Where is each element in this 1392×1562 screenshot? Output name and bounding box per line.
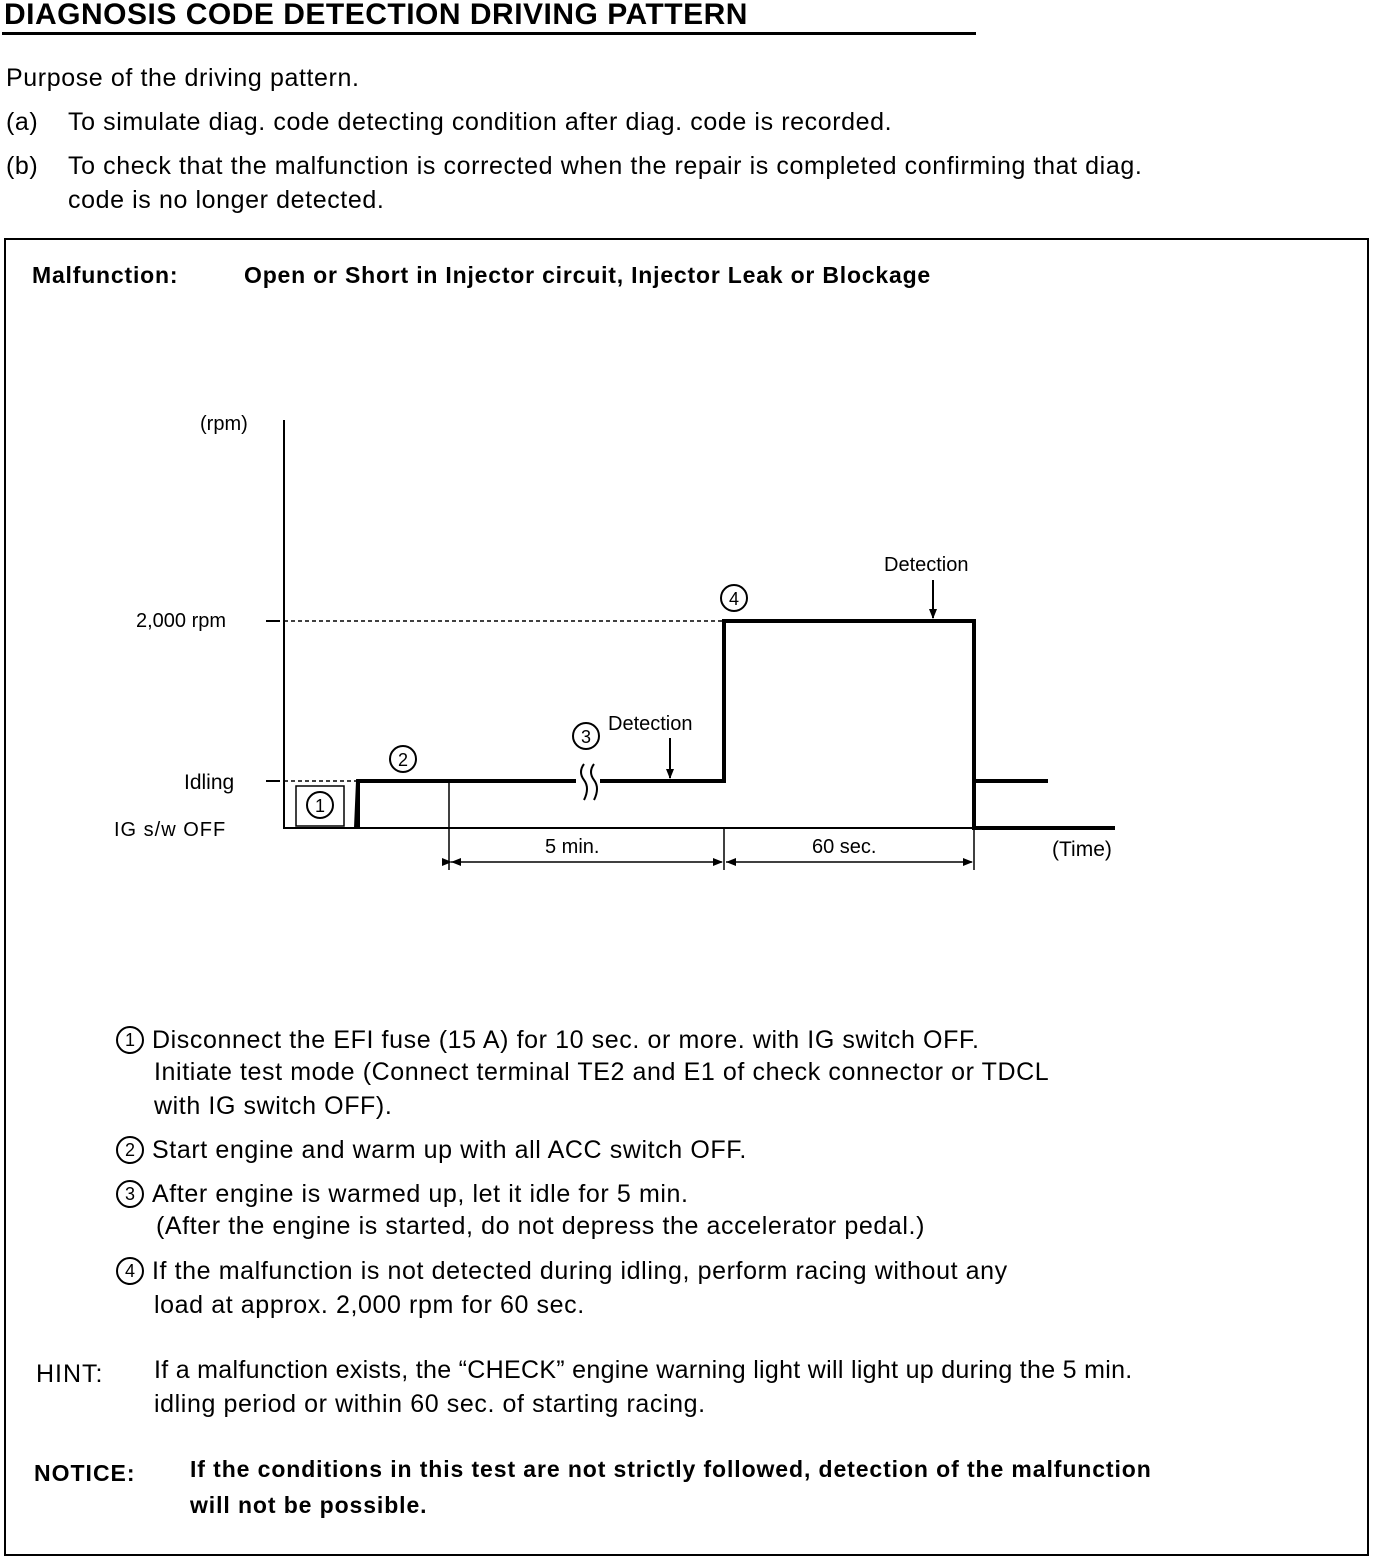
- item-b-text: To check that the malfunction is corrected when the repair is completed confirming that diag.: [68, 152, 1143, 180]
- page-title: DIAGNOSIS CODE DETECTION DRIVING PATTERN: [4, 0, 748, 31]
- level-idling-label: Idling: [184, 771, 235, 794]
- detection-label-idle: Detection: [608, 713, 693, 735]
- step-3: [116, 1180, 689, 1209]
- malfunction-text: Open or Short in Injector circuit, Injector Leak or Blockage: [244, 262, 932, 288]
- break-symbol-left: [581, 764, 587, 800]
- notice-label: NOTICE:: [34, 1460, 136, 1486]
- step-2: [116, 1136, 747, 1165]
- level-off-label: IG s/w OFF: [114, 819, 227, 841]
- step-2-number: 2: [116, 1136, 144, 1164]
- item-b-text-cont: code is no longer detected.: [68, 186, 385, 214]
- y-unit-label: (rpm): [200, 413, 248, 435]
- malfunction-label: Malfunction:: [32, 262, 179, 288]
- x-unit-label: (Time): [1052, 838, 1112, 861]
- item-a-marker: (a): [6, 108, 39, 136]
- duration-5min-label: 5 min.: [545, 836, 600, 858]
- step-3-line-1: After engine is warmed up, let it idle for 5 min.: [152, 1180, 689, 1208]
- hint-label: HINT:: [36, 1360, 104, 1388]
- step-1-line-2: Initiate test mode (Connect terminal TE2 and E1 of check connector or TDCL: [154, 1058, 1050, 1086]
- step-2-line-1: Start engine and warm up with all ACC switch OFF.: [152, 1136, 747, 1164]
- break-symbol-right: [591, 764, 597, 800]
- trace-idle-a: [356, 781, 576, 828]
- svg-text:1: 1: [314, 796, 326, 816]
- step-1-line-3: with IG switch OFF).: [154, 1092, 393, 1120]
- step-3-number: 3: [116, 1180, 144, 1208]
- step-1-line-1: Disconnect the EFI fuse (15 A) for 10 sec. or more. with IG switch OFF.: [152, 1026, 980, 1054]
- step-1-number: 1: [116, 1026, 144, 1054]
- step-4-number: 4: [116, 1257, 144, 1285]
- step-4-line-2: load at approx. 2,000 rpm for 60 sec.: [154, 1291, 585, 1319]
- item-b-marker: (b): [6, 152, 39, 180]
- item-a-text: To simulate diag. code detecting condition after diag. code is recorded.: [68, 108, 893, 136]
- step-3-line-2: (After the engine is started, do not depress the accelerator pedal.): [156, 1212, 925, 1240]
- step-marker-2: [390, 746, 416, 772]
- svg-text:4: 4: [728, 589, 740, 609]
- step-marker-1: [296, 786, 344, 826]
- level-2000-label: 2,000 rpm: [136, 610, 227, 632]
- step-4: [116, 1257, 1008, 1286]
- duration-60sec-label: 60 sec.: [812, 836, 877, 858]
- svg-text:2: 2: [397, 750, 409, 770]
- notice-line-1: If the conditions in this test are not strictly followed, detection of the malfunction: [190, 1456, 1152, 1482]
- svg-text:3: 3: [580, 727, 592, 747]
- hint-line-2: idling period or within 60 sec. of starting racing.: [154, 1390, 706, 1418]
- hint-line-1: If a malfunction exists, the “CHECK” engine warning light will light up during the 5 min.: [154, 1356, 1133, 1384]
- notice-line-2: will not be possible.: [190, 1492, 428, 1518]
- detection-label-racing: Detection: [884, 554, 969, 576]
- step-marker-3: [573, 723, 599, 749]
- step-marker-4: [721, 585, 747, 611]
- step-4-line-1: If the malfunction is not detected during idling, perform racing without any: [152, 1257, 1008, 1285]
- purpose-text: Purpose of the driving pattern.: [6, 64, 360, 92]
- step-1: [116, 1026, 980, 1055]
